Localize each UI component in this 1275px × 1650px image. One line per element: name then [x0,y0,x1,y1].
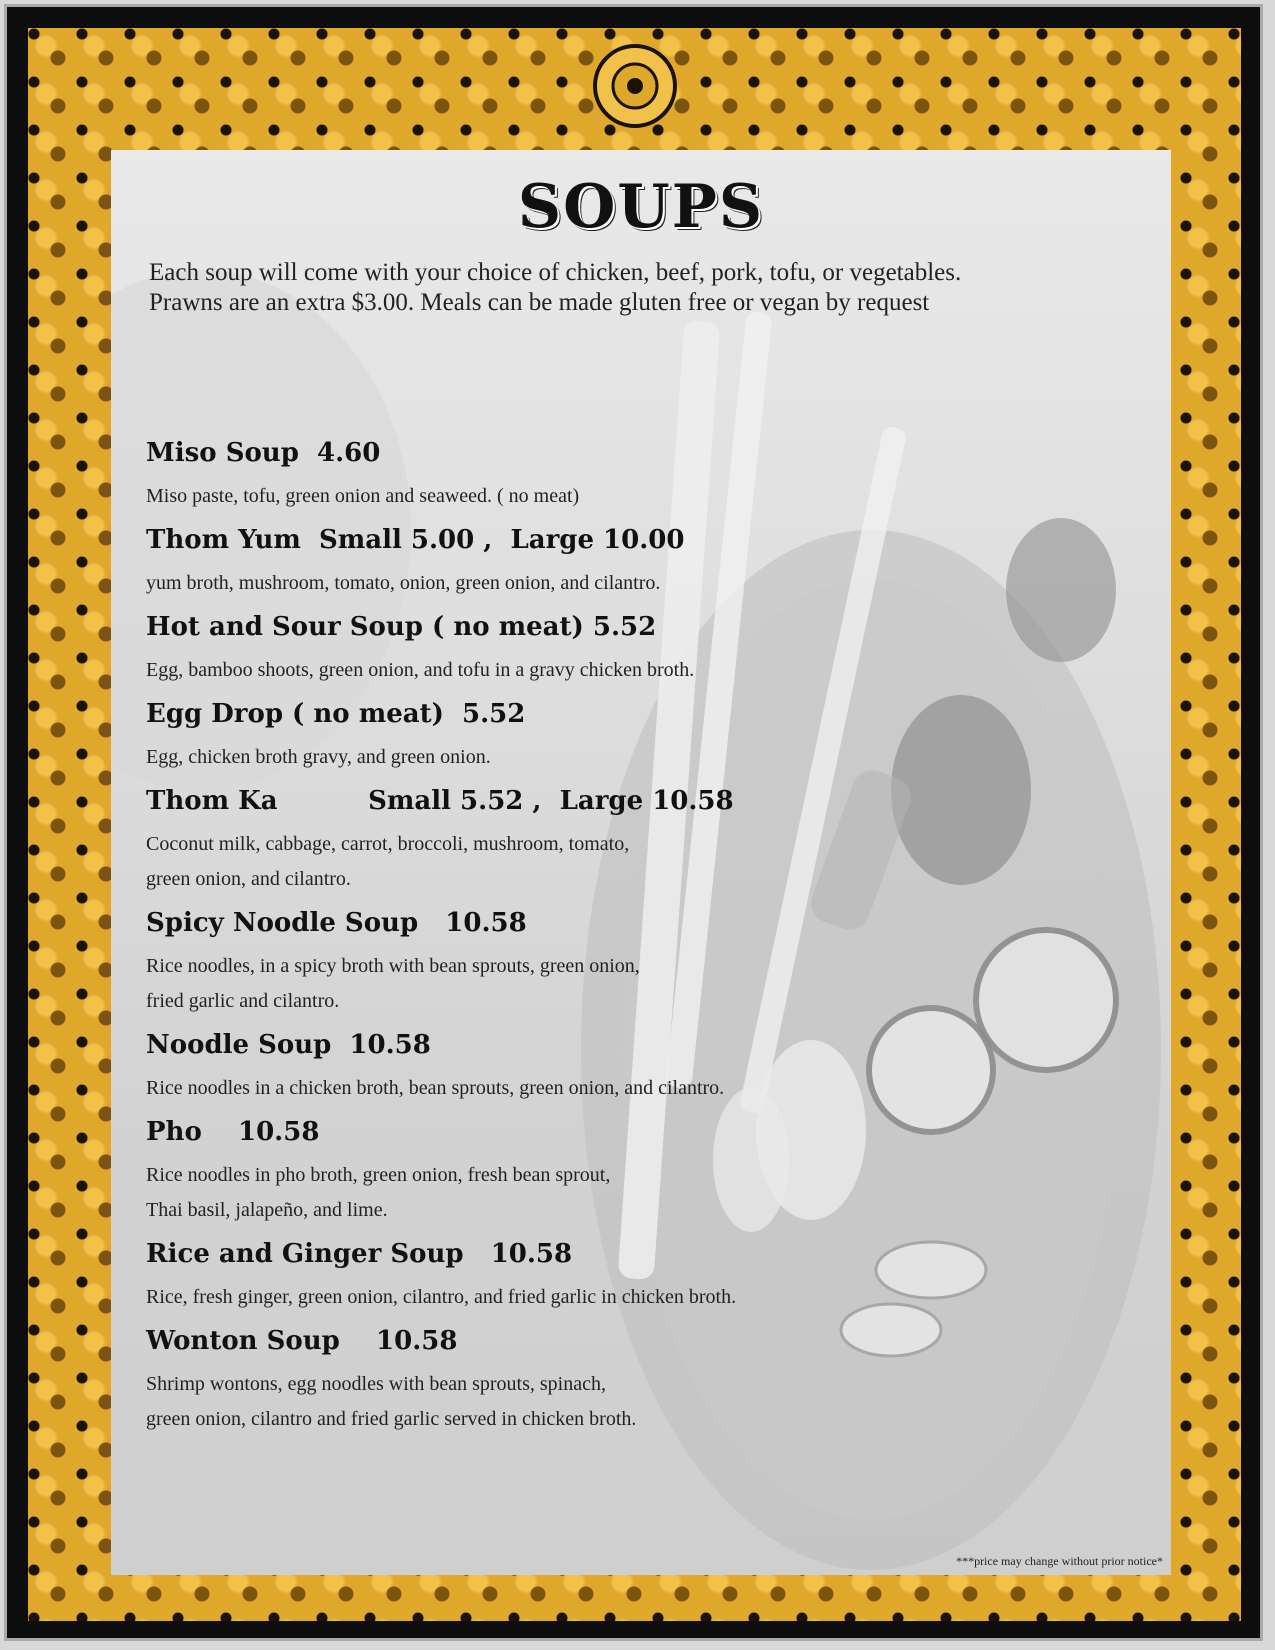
item-description [146,827,1046,897]
item-description-line: Rice, fresh ginger, green onion, cilantro, and fried garlic in chicken broth. [146,1286,737,1308]
list-item [146,1236,1046,1315]
list-item [146,1027,1046,1106]
item-description-line: Rice noodles in pho broth, green onion, fresh bean sprout, [146,1164,611,1186]
intro-text [149,258,1139,318]
item-description [146,949,1046,1019]
list-item [146,1323,1046,1437]
flower-ornament-icon [560,26,710,146]
list-item [146,783,1046,897]
item-description [146,479,1046,514]
soup-menu-list [146,435,1046,1445]
item-name: Noodle Soup 10.58 [146,1030,431,1060]
item-description [146,653,1046,688]
item-description-line: green onion, cilantro and fried garlic served in chicken broth. [146,1408,637,1430]
item-name: Egg Drop ( no meat) 5.52 [146,699,526,729]
item-description-line: Egg, bamboo shoots, green onion, and tofu in a gravy chicken broth. [146,659,695,681]
list-item [146,435,1046,514]
item-name: Rice and Ginger Soup 10.58 [146,1239,573,1269]
item-description-line: Thai basil, jalapeño, and lime. [146,1199,388,1221]
item-name: Spicy Noodle Soup 10.58 [146,908,527,938]
menu-panel [111,150,1171,1575]
item-description-line: Miso paste, tofu, green onion and seaweed. ( no meat) [146,485,580,507]
list-item [146,696,1046,775]
item-description-line: yum broth, mushroom, tomato, onion, green onion, and cilantro. [146,572,661,594]
item-description-line: green onion, and cilantro. [146,868,351,890]
item-description [146,1367,1046,1437]
item-description-line: Egg, chicken broth gravy, and green onion. [146,746,491,768]
intro-line-1: Each soup will come with your choice of chicken, beef, pork, tofu, or vegetables. [149,259,962,286]
item-name: Thom Yum Small 5.00 , Large 10.00 [146,525,685,555]
list-item [146,609,1046,688]
item-description-line: Rice noodles in a chicken broth, bean sprouts, green onion, and cilantro. [146,1077,725,1099]
list-item [146,522,1046,601]
page-title: SOUPS [517,172,765,242]
price-notice: ***price may change without prior notice* [956,1554,1163,1568]
item-name: Hot and Sour Soup ( no meat) 5.52 [146,612,657,642]
item-description [146,1071,1046,1106]
item-description [146,1280,1046,1315]
item-description [146,740,1046,775]
item-description-line: fried garlic and cilantro. [146,990,340,1012]
item-description-line: Rice noodles, in a spicy broth with bean sprouts, green onion, [146,955,640,977]
item-name: Miso Soup 4.60 [146,438,381,468]
item-name: Wonton Soup 10.58 [146,1326,458,1356]
intro-line-2: Prawns are an extra $3.00. Meals can be made gluten free or vegan by request [149,289,930,316]
list-item [146,1114,1046,1228]
item-name: Pho 10.58 [146,1117,320,1147]
item-description [146,566,1046,601]
list-item [146,905,1046,1019]
item-description-line: Coconut milk, cabbage, carrot, broccoli, mushroom, tomato, [146,833,630,855]
item-description-line: Shrimp wontons, egg noodles with bean sprouts, spinach, [146,1373,606,1395]
item-description [146,1158,1046,1228]
item-name: Thom Ka Small 5.52 , Large 10.58 [146,786,734,816]
